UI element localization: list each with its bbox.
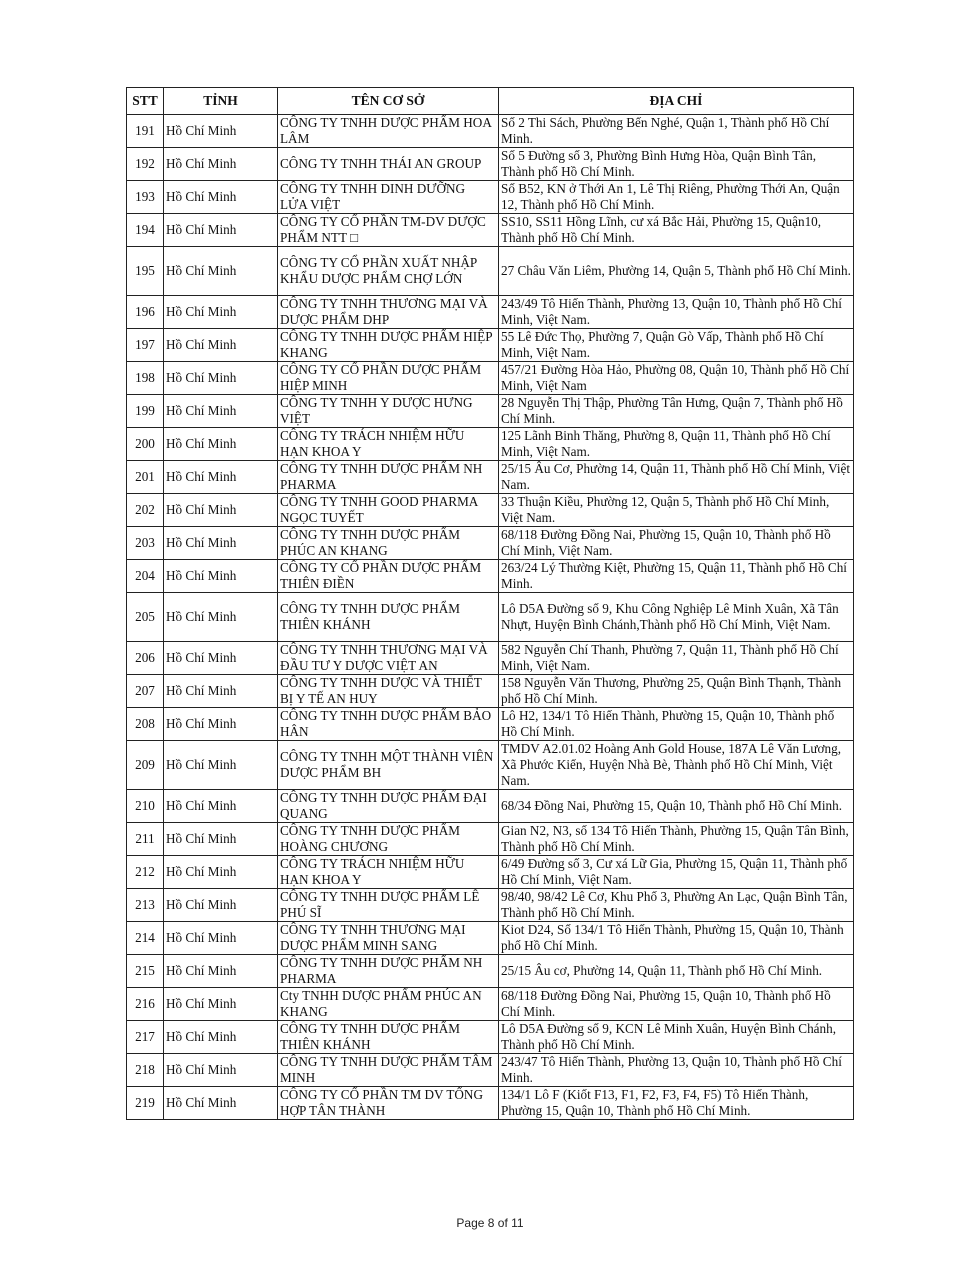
address-cell: Số 5 Đường số 3, Phường Bình Hưng Hòa, Quận Bình Tân, Thành phố Hồ Chí Minh. — [499, 148, 854, 181]
province-cell: Hồ Chí Minh — [164, 1087, 278, 1120]
header-tinh: TỈNH — [164, 88, 278, 115]
stt-cell: 212 — [127, 856, 164, 889]
address-cell: 243/47 Tô Hiến Thành, Phường 13, Quận 10, Thành phố Hồ Chí Minh. — [499, 1054, 854, 1087]
address-cell: Gian N2, N3, số 134 Tô Hiến Thành, Phường 15, Quận Tân Bình, Thành phố Hồ Chí Minh. — [499, 823, 854, 856]
stt-cell: 215 — [127, 955, 164, 988]
stt-cell: 213 — [127, 889, 164, 922]
facility-name-cell: CÔNG TY CỔ PHẦN TM DV TỔNG HỢP TÂN THÀNH — [278, 1087, 499, 1120]
page-number: Page 8 of 11 — [456, 1216, 524, 1230]
address-cell: 98/40, 98/42 Lê Cơ, Khu Phố 3, Phường An Lạc, Quận Bình Tân, Thành phố Hồ Chí Minh. — [499, 889, 854, 922]
stt-cell: 210 — [127, 790, 164, 823]
facility-name-cell: CÔNG TY TRÁCH NHIỆM HỮU HẠN KHOA Y — [278, 856, 499, 889]
address-cell: Lô H2, 134/1 Tô Hiến Thành, Phường 15, Quận 10, Thành phố Hồ Chí Minh. — [499, 708, 854, 741]
facility-name-cell: CÔNG TY TNHH DƯỢC PHẨM THIÊN KHÁNH — [278, 1021, 499, 1054]
stt-cell: 204 — [127, 560, 164, 593]
address-cell: 263/24 Lý Thường Kiệt, Phường 15, Quận 11, Thành phố Hồ Chí Minh. — [499, 560, 854, 593]
table-row — [127, 708, 854, 741]
address-cell: 55 Lê Đức Thọ, Phường 7, Quận Gò Vấp, Thành phố Hồ Chí Minh, Việt Nam. — [499, 329, 854, 362]
province-cell: Hồ Chí Minh — [164, 395, 278, 428]
address-cell: Số 2 Thi Sách, Phường Bến Nghé, Quận 1, Thành phố Hồ Chí Minh. — [499, 115, 854, 148]
address-cell: 68/118 Đường Đồng Nai, Phường 15, Quận 10, Thành phố Hồ Chí Minh. — [499, 988, 854, 1021]
stt-cell: 205 — [127, 593, 164, 642]
facility-name-cell: CÔNG TY TNHH DƯỢC PHẨM HIỆP KHANG — [278, 329, 499, 362]
table-row — [127, 395, 854, 428]
address-cell: Số B52, KN ở Thới An 1, Lê Thị Riêng, Phường Thới An, Quận 12, Thành phố Hồ Chí Minh. — [499, 181, 854, 214]
province-cell: Hồ Chí Minh — [164, 856, 278, 889]
table-row — [127, 428, 854, 461]
province-cell: Hồ Chí Minh — [164, 181, 278, 214]
address-cell: 33 Thuận Kiều, Phường 12, Quận 5, Thành phố Hồ Chí Minh, Việt Nam. — [499, 494, 854, 527]
table-row — [127, 823, 854, 856]
facility-name-cell: CÔNG TY TNHH DƯỢC PHẨM ĐẠI QUANG — [278, 790, 499, 823]
facility-name-cell: CÔNG TY TNHH DƯỢC PHẨM PHÚC AN KHANG — [278, 527, 499, 560]
facility-name-cell: CÔNG TY CỔ PHẦN DƯỢC PHẨM THIÊN ĐIỀN — [278, 560, 499, 593]
facility-name-cell: CÔNG TY TNHH MỘT THÀNH VIÊN DƯỢC PHẨM BH — [278, 741, 499, 790]
province-cell: Hồ Chí Minh — [164, 593, 278, 642]
address-cell: 25/15 Âu cơ, Phường 14, Quận 11, Thành phố Hồ Chí Minh. — [499, 955, 854, 988]
facility-name-cell: CÔNG TY TNHH DƯỢC PHẨM TÂM MINH — [278, 1054, 499, 1087]
address-cell: 125 Lãnh Binh Thăng, Phường 8, Quận 11, Thành phố Hồ Chí Minh, Việt Nam. — [499, 428, 854, 461]
address-cell: 25/15 Âu Cơ, Phường 14, Quận 11, Thành phố Hồ Chí Minh, Việt Nam. — [499, 461, 854, 494]
address-cell: 134/1 Lô F (Kiốt F13, F1, F2, F3, F4, F5) Tô Hiến Thành, Phường 15, Quận 10, Thành phố Hồ Chí Minh. — [499, 1087, 854, 1120]
stt-cell: 201 — [127, 461, 164, 494]
province-cell: Hồ Chí Minh — [164, 708, 278, 741]
address-cell: 582 Nguyễn Chí Thanh, Phường 7, Quận 11, Thành phố Hồ Chí Minh, Việt Nam. — [499, 642, 854, 675]
address-cell: 27 Châu Văn Liêm, Phường 14, Quận 5, Thành phố Hồ Chí Minh. — [499, 247, 854, 296]
province-cell: Hồ Chí Minh — [164, 1054, 278, 1087]
province-cell: Hồ Chí Minh — [164, 214, 278, 247]
table-row — [127, 461, 854, 494]
province-cell: Hồ Chí Minh — [164, 823, 278, 856]
province-cell: Hồ Chí Minh — [164, 115, 278, 148]
facility-name-cell: CÔNG TY TNHH DƯỢC PHẨM NH PHARMA — [278, 955, 499, 988]
province-cell: Hồ Chí Minh — [164, 247, 278, 296]
province-cell: Hồ Chí Minh — [164, 494, 278, 527]
address-cell: 6/49 Đường số 3, Cư xá Lữ Gia, Phường 15, Quận 11, Thành phố Hồ Chí Minh, Việt Nam. — [499, 856, 854, 889]
address-cell: 68/34 Đồng Nai, Phường 15, Quận 10, Thành phố Hồ Chí Minh. — [499, 790, 854, 823]
table-row — [127, 1054, 854, 1087]
province-cell: Hồ Chí Minh — [164, 741, 278, 790]
stt-cell: 208 — [127, 708, 164, 741]
table-row — [127, 675, 854, 708]
facility-name-cell: CÔNG TY CỔ PHẦN XUẤT NHẬP KHẨU DƯỢC PHẨM CHỢ LỚN — [278, 247, 499, 296]
table-row — [127, 296, 854, 329]
province-cell: Hồ Chí Minh — [164, 1021, 278, 1054]
table-row — [127, 181, 854, 214]
table-row — [127, 247, 854, 296]
facility-name-cell: CÔNG TY TNHH THÁI AN GROUP — [278, 148, 499, 181]
facility-table — [126, 87, 854, 1120]
province-cell: Hồ Chí Minh — [164, 675, 278, 708]
table-row — [127, 642, 854, 675]
facility-name-cell: CÔNG TY TRÁCH NHIỆM HỮU HẠN KHOA Y — [278, 428, 499, 461]
header-dia-chi: ĐỊA CHỈ — [499, 88, 854, 115]
table-row — [127, 988, 854, 1021]
facility-name-cell: CÔNG TY TNHH DƯỢC PHẨM HOA LÂM — [278, 115, 499, 148]
facility-name-cell: CÔNG TY TNHH DƯỢC PHẨM BẢO HÂN — [278, 708, 499, 741]
address-cell: Kiot D24, Số 134/1 Tô Hiến Thành, Phường 15, Quận 10, Thành phố Hồ Chí Minh. — [499, 922, 854, 955]
stt-cell: 199 — [127, 395, 164, 428]
table-row — [127, 362, 854, 395]
facility-name-cell: CÔNG TY TNHH THƯƠNG MẠI VÀ DƯỢC PHẨM DHP — [278, 296, 499, 329]
table-row — [127, 790, 854, 823]
table-row — [127, 955, 854, 988]
address-cell: 68/118 Đường Đồng Nai, Phường 15, Quận 10, Thành phố Hồ Chí Minh, Việt Nam. — [499, 527, 854, 560]
stt-cell: 218 — [127, 1054, 164, 1087]
address-cell: 158 Nguyễn Văn Thương, Phường 25, Quận Bình Thạnh, Thành phố Hồ Chí Minh. — [499, 675, 854, 708]
facility-name-cell: CÔNG TY TNHH THƯƠNG MẠI DƯỢC PHẨM MINH SANG — [278, 922, 499, 955]
province-cell: Hồ Chí Minh — [164, 527, 278, 560]
address-cell: 243/49 Tô Hiến Thành, Phường 13, Quận 10, Thành phố Hồ Chí Minh, Việt Nam. — [499, 296, 854, 329]
facility-name-cell: CÔNG TY TNHH Y DƯỢC HƯNG VIỆT — [278, 395, 499, 428]
facility-name-cell: CÔNG TY TNHH DINH DƯỠNG LỬA VIỆT — [278, 181, 499, 214]
header-stt: STT — [127, 88, 164, 115]
table-row — [127, 329, 854, 362]
stt-cell: 194 — [127, 214, 164, 247]
address-cell: 28 Nguyễn Thị Thập, Phường Tân Hưng, Quận 7, Thành phố Hồ Chí Minh. — [499, 395, 854, 428]
stt-cell: 211 — [127, 823, 164, 856]
table-row — [127, 1021, 854, 1054]
province-cell: Hồ Chí Minh — [164, 922, 278, 955]
facility-name-cell: CÔNG TY CỔ PHẦN TM-DV DƯỢC PHẨM NTT □ — [278, 214, 499, 247]
table-row — [127, 856, 854, 889]
table-row — [127, 922, 854, 955]
table-row — [127, 593, 854, 642]
province-cell: Hồ Chí Minh — [164, 329, 278, 362]
stt-cell: 207 — [127, 675, 164, 708]
header-ten-co-so: TÊN CƠ SỞ — [278, 88, 499, 115]
facility-name-cell: CÔNG TY TNHH THƯƠNG MẠI VÀ ĐẦU TƯ Y DƯỢC VIỆT AN — [278, 642, 499, 675]
stt-cell: 192 — [127, 148, 164, 181]
province-cell: Hồ Chí Minh — [164, 560, 278, 593]
address-cell: 457/21 Đường Hòa Hảo, Phường 08, Quận 10, Thành phố Hồ Chí Minh, Việt Nam — [499, 362, 854, 395]
stt-cell: 214 — [127, 922, 164, 955]
facility-name-cell: CÔNG TY TNHH DƯỢC PHẨM THIÊN KHÁNH — [278, 593, 499, 642]
province-cell: Hồ Chí Minh — [164, 790, 278, 823]
province-cell: Hồ Chí Minh — [164, 889, 278, 922]
table-body — [127, 115, 854, 1120]
stt-cell: 217 — [127, 1021, 164, 1054]
table-row — [127, 889, 854, 922]
province-cell: Hồ Chí Minh — [164, 461, 278, 494]
address-cell: Lô D5A Đường số 9, KCN Lê Minh Xuân, Huyện Bình Chánh, Thành phố Hồ Chí Minh. — [499, 1021, 854, 1054]
table-row — [127, 214, 854, 247]
facility-name-cell: CÔNG TY TNHH DƯỢC PHẨM HOÀNG CHƯƠNG — [278, 823, 499, 856]
stt-cell: 191 — [127, 115, 164, 148]
table-row — [127, 1087, 854, 1120]
table-row — [127, 115, 854, 148]
table-header-row — [127, 88, 854, 115]
table-row — [127, 494, 854, 527]
facility-name-cell: CÔNG TY TNHH DƯỢC PHẨM NH PHARMA — [278, 461, 499, 494]
stt-cell: 219 — [127, 1087, 164, 1120]
stt-cell: 195 — [127, 247, 164, 296]
stt-cell: 200 — [127, 428, 164, 461]
stt-cell: 202 — [127, 494, 164, 527]
province-cell: Hồ Chí Minh — [164, 296, 278, 329]
province-cell: Hồ Chí Minh — [164, 642, 278, 675]
facility-name-cell: Cty TNHH DƯỢC PHẨM PHÚC AN KHANG — [278, 988, 499, 1021]
table-row — [127, 527, 854, 560]
province-cell: Hồ Chí Minh — [164, 988, 278, 1021]
stt-cell: 209 — [127, 741, 164, 790]
province-cell: Hồ Chí Minh — [164, 428, 278, 461]
stt-cell: 198 — [127, 362, 164, 395]
address-cell: SS10, SS11 Hồng Lĩnh, cư xá Bắc Hải, Phường 15, Quận10, Thành phố Hồ Chí Minh. — [499, 214, 854, 247]
table-row — [127, 560, 854, 593]
facility-name-cell: CÔNG TY TNHH DƯỢC PHẨM LÊ PHÚ SĨ — [278, 889, 499, 922]
stt-cell: 206 — [127, 642, 164, 675]
address-cell: Lô D5A Đường số 9, Khu Công Nghiệp Lê Minh Xuân, Xã Tân Nhựt, Huyện Bình Chánh,Thành phố Hồ Chí Minh, Việt Nam. — [499, 593, 854, 642]
province-cell: Hồ Chí Minh — [164, 955, 278, 988]
table-row — [127, 741, 854, 790]
province-cell: Hồ Chí Minh — [164, 148, 278, 181]
facility-name-cell: CÔNG TY TNHH DƯỢC VÀ THIẾT BỊ Y TẾ AN HUY — [278, 675, 499, 708]
stt-cell: 216 — [127, 988, 164, 1021]
stt-cell: 193 — [127, 181, 164, 214]
stt-cell: 197 — [127, 329, 164, 362]
facility-name-cell: CÔNG TY CỔ PHẦN DƯỢC PHẨM HIỆP MINH — [278, 362, 499, 395]
address-cell: TMDV A2.01.02 Hoàng Anh Gold House, 187A Lê Văn Lương, Xã Phước Kiển, Huyện Nhà Bè, Thành phố Hồ Chí Minh, Việt Nam. — [499, 741, 854, 790]
table-row — [127, 148, 854, 181]
province-cell: Hồ Chí Minh — [164, 362, 278, 395]
stt-cell: 203 — [127, 527, 164, 560]
stt-cell: 196 — [127, 296, 164, 329]
facility-name-cell: CÔNG TY TNHH GOOD PHARMA NGỌC TUYẾT — [278, 494, 499, 527]
